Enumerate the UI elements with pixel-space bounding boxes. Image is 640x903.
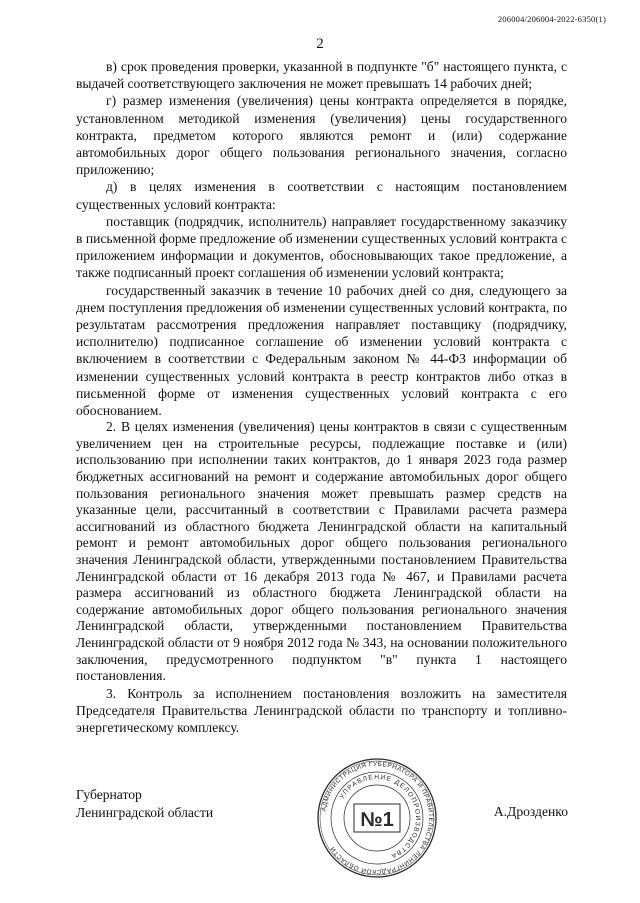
paragraph-customer: государственный заказчик в течение 10 рабочих дней со дня, следующего за днем поступления предложения об изменении существенных условий контракта, по результатам рассмотрения предложения направляет поставщику (подрядчику, исполнителю) подписанное соглашение об изменении условий контракта с включением в соответствии с Федеральным законом № 44-ФЗ информации об изменении существенных условий контракта в реестр контрактов либо отказ в письменной форме от изменения существенных условий контракта с его обоснованием.: [76, 282, 567, 419]
document-id: 206004/206004-2022-6350(1): [497, 14, 606, 24]
paragraph-supplier: поставщик (подрядчик, исполнитель) направляет государственному заказчику в письменной форме предложение об изменении существенных условий контракта с приложением информации и документов, обосновывающих такое предложение, а также подписанный проект соглашения об изменении условий контракта;: [76, 213, 567, 281]
paragraph-1d: д) в целях изменения в соответствии с настоящим постановлением существенных условий контракта:: [76, 179, 567, 212]
seal-number: №1: [360, 809, 394, 831]
official-seal-stamp: [316, 757, 438, 879]
signer-title-line2: Ленинградской области: [76, 804, 214, 820]
signer-name: А.Дрозденко: [493, 804, 568, 819]
paragraph-1v: в) срок проведения проверки, указанной в подпункте "б" настоящего пункта, с выдачей соответствующего заключения не может превышать 14 рабочих дней;: [76, 59, 567, 92]
paragraph-1g: г) размер изменения (увеличения) цены контракта определяется в порядке, установленном методикой изменения (увеличения) цены государственного контракта, предметом которого являются ремонт и (или) содержание автомобильных дорог общего пользования регионального значения, согласно приложению;: [76, 93, 567, 178]
seal-inner-text: УПРАВЛЕНИЕ ДЕЛОПРОИЗВОДСТВА: [338, 773, 422, 860]
paragraph-2: 2. В целях изменения (увеличения) цены контрактов в связи с существенным увеличением цен на строительные ресурсы, подлежащие поставке и (или) использованию при исполнении таких контрактов, до 1 января 2023 года размер бюджетных ассигнований на ремонт и содержание автомобильных дорог общего пользования регионального значения может превышать размер средств на указанные цели, рассчитанный в соответствии с Правилами расчета размера ассигнований из областного бюджета Ленинградской области на капитальный ремонт и ремонт автомобильных дорог общего пользования регионального значения Ленинградской области, утвержденными постановлением Правительства Ленинградской области от 16 декабря 2013 года № 467, и Правилами расчета размера ассигнований из областного бюджета Ленинградской области на содержание автомобильных дорог общего пользования регионального значения Ленинградской области, утвержденными постановлением Правительства Ленинградской области от 9 ноября 2012 года № 343, на основании положительного заключения, предусмотренного подпунктом "в" пункта 1 настоящего постановления.: [76, 419, 567, 684]
page-number: 2: [316, 36, 324, 52]
document-body: [76, 58, 567, 736]
signer-title-line1: Губернатор: [76, 787, 142, 802]
seal-outer-text: АДМИНИСТРАЦИЯ ГУБЕРНАТОРА И ПРАВИТЕЛЬСТВА ЛЕНИНГРАДСКОЙ ОБЛАСТИ: [320, 760, 435, 876]
paragraph-3: 3. Контроль за исполнением постановления возложить на заместителя Председателя Правительства Ленинградской области по транспорту и топливно-энергетическому комплексу.: [76, 685, 567, 736]
